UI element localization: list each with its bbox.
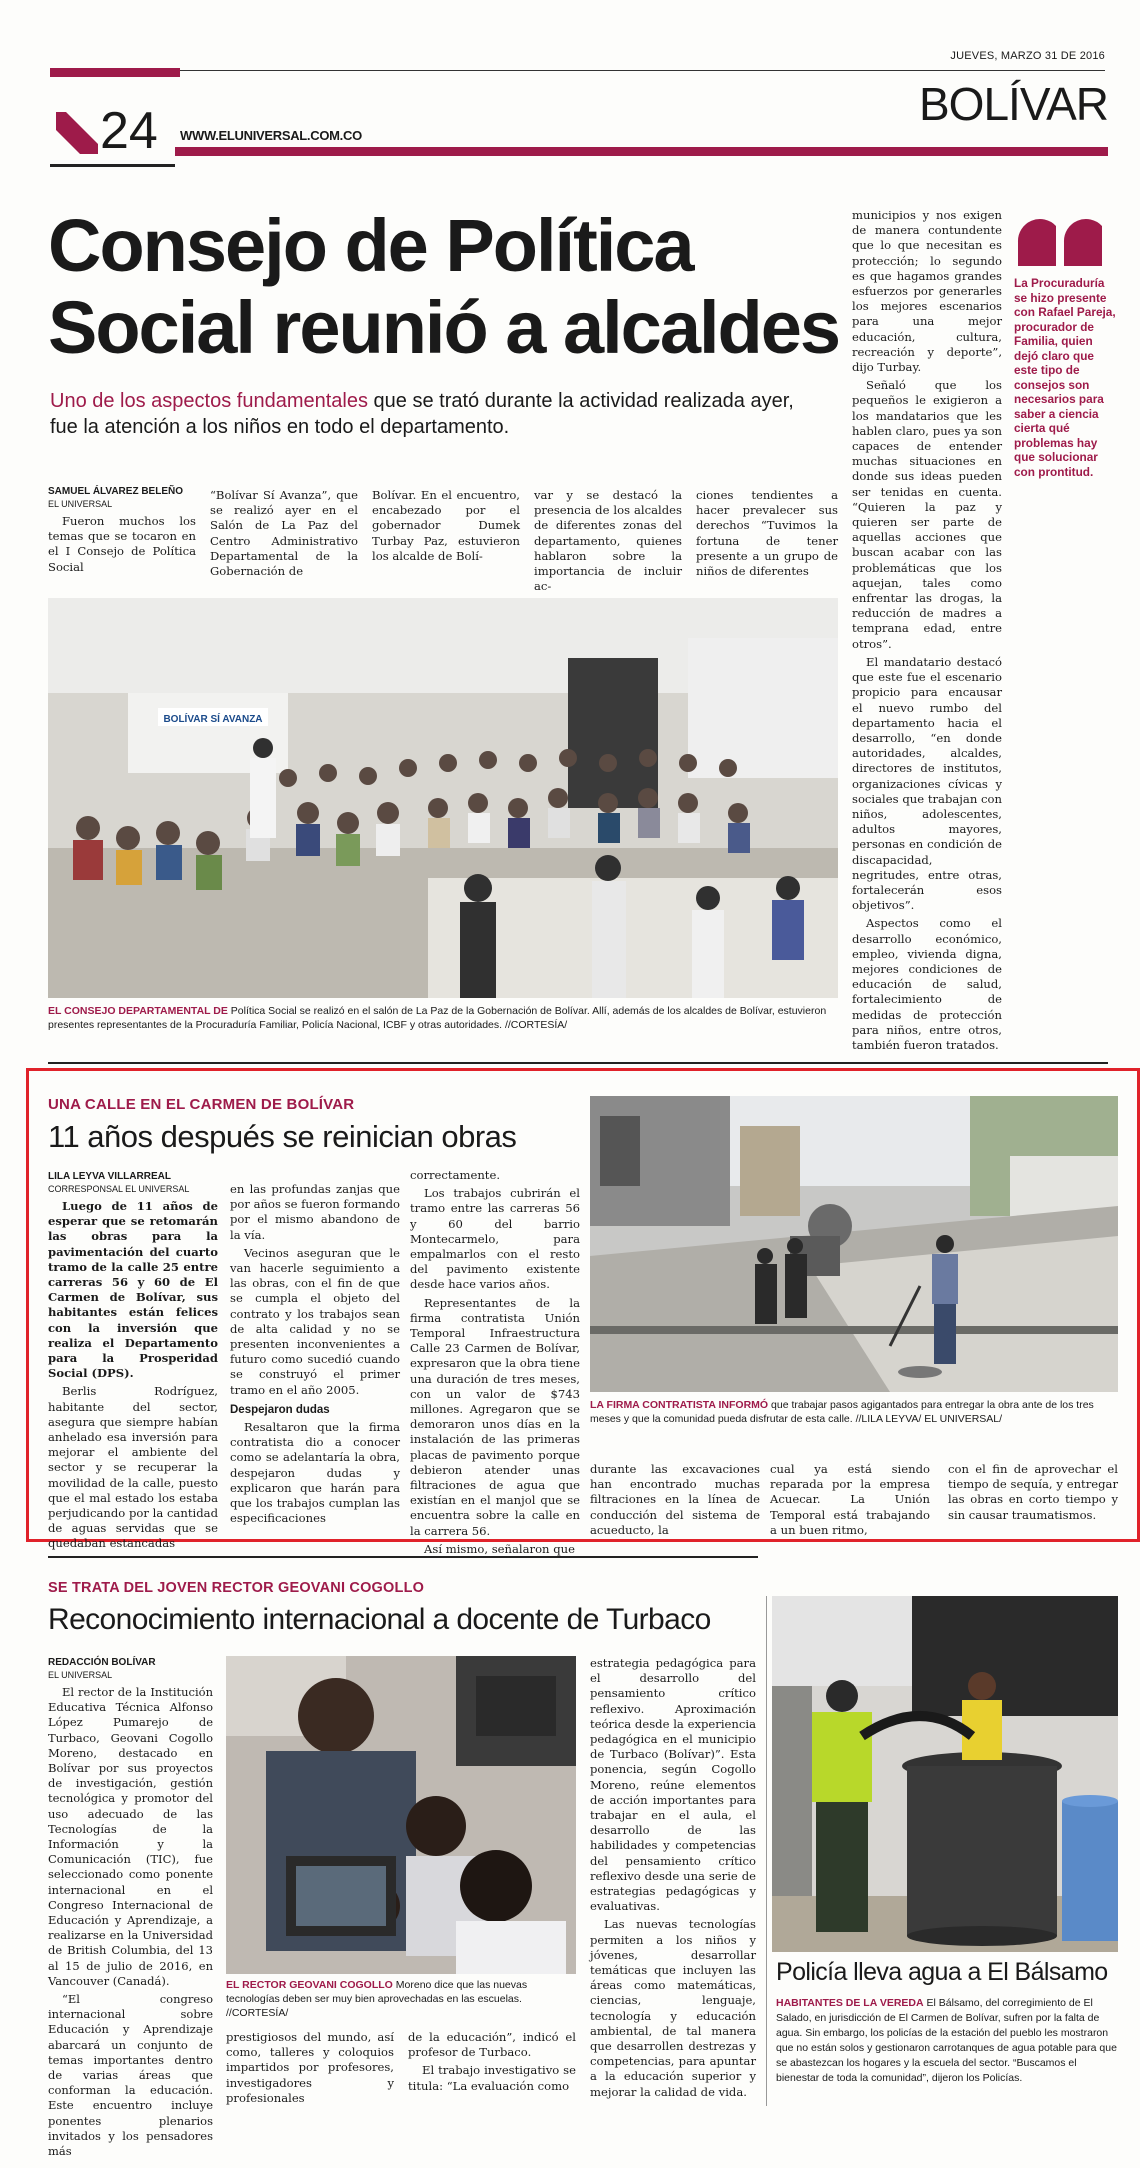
- story1-right-p4: Aspectos como el desarrollo económico, empleo, vivienda digna, mejores condiciones de educación de salud, fortalecimiento de medidas de protección para niños, entre otros, también fueron tratados.: [852, 916, 1002, 1052]
- story3-caption-lead: EL RECTOR GEOVANI COGOLLO: [226, 1979, 393, 1991]
- story1-headline: [48, 205, 848, 369]
- story1-col3: [372, 488, 520, 564]
- story2-bottom-col1-text: durante las excavaciones han encontrado muchas filtraciones en la línea de conducción del sistema de acueducto, la: [590, 1462, 760, 1537]
- sidebar-note: La Procuraduría se hizo presente con Rafael Pareja, procurador de Familia, quien dejó claro que este tipo de consejos son necesarios para saber a ciencia cierta qué problemas hay que solucionar con prontitud.: [1014, 276, 1116, 479]
- story1-caption: [48, 1004, 838, 1032]
- story2-col2-p3: Resaltaron que la firma contratista dio a conocer como se adelantaría la obra, despejaron dudas y explicaron que harán para que los trabajos cumplan las especificaciones: [230, 1420, 400, 1526]
- page-number: 24: [100, 102, 158, 160]
- story2-kicker: UNA CALLE EN EL CARMEN DE BOLÍVAR: [48, 1096, 355, 1113]
- story2-col2-p1: en las profundas zanjas que por años se fueron formando por el mismo abandono de la vía.: [230, 1182, 401, 1242]
- story4-headline: Policía lleva agua a El Bálsamo: [776, 1958, 1108, 1986]
- quote-icon: [1014, 218, 1106, 270]
- story3-under-col1: [226, 2030, 394, 2106]
- story3-headline: Reconocimiento internacional a docente de Turbaco: [48, 1603, 711, 1636]
- story1-right-p2: Señaló que los pequeños le exigieron a los mandatarios que les hablen claro, pues ya son capaces de entender muchas situaciones en donde sus ideas pueden ser tenidas en cuenta. “Quieren la paz y quieren ser parte de aquellas acciones que buscan acabar con las problemáticas que los aquejan, tales como enfrentar las drogas, la reducción de madres a temprana edad, entre otros”.: [852, 378, 1002, 651]
- arrow-icon: [52, 108, 102, 158]
- story3-under-col2: [408, 2030, 576, 2094]
- header-section: BOLÍVAR: [919, 78, 1108, 130]
- story2-col3: [410, 1168, 580, 1557]
- story1-subtitle: [50, 388, 795, 440]
- story2-col3-p1: correctamente.: [410, 1168, 501, 1182]
- story3-under-col2-p2: El trabajo investigativo se titula: “La evaluación como: [408, 2063, 576, 2093]
- header-top-rule: [50, 70, 1105, 71]
- story2-byline-sub: CORRESPONSAL EL UNIVERSAL: [48, 1184, 190, 1194]
- story2-bottom-col3-text: con el fin de aprovechar el tiempo de sequía, y entregar las obras en corto tiempo y sin causar traumatismos.: [948, 1462, 1118, 1522]
- story2-bottom-col2: [770, 1462, 930, 1538]
- story3-byline: REDACCIÓN BOLÍVAR: [48, 1657, 156, 1668]
- story2-col2-p2: Vecinos aseguran que le van hacerle seguimiento a las obras, con el fin de que se cumpla el objeto del contrato y los trabajos sean de alta calidad y no se presenten inconvenientes a futuro como sucedió cuando se construyó el primer tramo en el año 2005.: [230, 1245, 400, 1397]
- story2-photo-image: [590, 1096, 1118, 1392]
- story2-caption: [590, 1398, 1118, 1426]
- story1-subtitle-accent: Uno de los aspectos fundamentales: [50, 390, 368, 412]
- story1-right-p1: municipios y nos exigen de manera contundente que lo que necesitan es protección; lo segundo es que hagamos grandes esfuerzos por generarles los mejores escenarios para una mejor educación, cultura, recreación y deporte”, dijo Turbay.: [852, 208, 1002, 375]
- story1-col4: [534, 488, 682, 594]
- story4-caption: [776, 1996, 1118, 2086]
- story2-col1: [48, 1170, 218, 1552]
- story1-col5-text: ciones tendientes a hacer prevalecer sus derechos “Tuvimos la fortuna de tener presente a un grupo de niños de diferentes: [696, 488, 838, 579]
- story1-byline: SAMUEL ÁLVAREZ BELEÑO: [48, 486, 184, 497]
- story3-col1-p2: “El congreso internacional sobre Educación y Aprendizaje abarcará un conjunto de temas importantes dentro de varias áreas que conforman la educación. Este encuentro incluye ponentes plenarios invitados y los pensadores más: [48, 1992, 213, 2159]
- story1-col1-text: Fueron muchos los temas que se tocaron en el I Consejo de Política Social: [48, 514, 196, 574]
- story2-col2: [230, 1182, 400, 1526]
- story1-headline-line1: Consejo de Política: [48, 204, 693, 287]
- story2-col1-p1: Luego de 11 años de esperar que se retomarán las obras para la pavimentación del cuarto tramo de la calle 25 entre carreras 56 y 60 de El Carmen de Bolívar, sus habitantes están felices con la inversión que realiza el Departamento para la Prosperidad Social (DPS).: [48, 1199, 218, 1381]
- header-accent-block: [50, 68, 180, 77]
- header-date: JUEVES, MARZO 31 DE 2016: [950, 50, 1105, 62]
- header-bottom-rule: [175, 147, 1108, 156]
- story3-kicker: SE TRATA DEL JOVEN RECTOR GEOVANI COGOLLO: [48, 1580, 425, 1596]
- story1-col1: [48, 485, 196, 575]
- story1-col2: [210, 488, 358, 579]
- photo-banner-text: BOLÍVAR SÍ AVANZA: [163, 714, 263, 725]
- story3-col3-p1: estrategia pedagógica para el desarrollo del pensamiento crítico reflexivo. Aproximación teórica desde la experiencia pedagógica en el municipio de Turbaco (Bolívar)”. Esta ponencia, según Cogollo Moreno, reúne elementos de acción importantes para trabajar en el aula, el desarrollo de las habilidades y competencias del pensamiento crítico reflexivo desde una serie de estrategias pedagógicas y evaluativas.: [590, 1656, 756, 1914]
- story3-col1: [48, 1656, 213, 2159]
- story3-col3: [590, 1656, 756, 2100]
- divider-story2-top: [48, 1062, 1108, 1064]
- story4-photo-image: [772, 1596, 1118, 1952]
- story2-bottom-col3: [948, 1462, 1118, 1523]
- story1-col3-text: Bolívar. En el encuentro, encabezado por el gobernador Dumek Turbay Paz, estuvieron los alcalde de Bolí-: [372, 488, 520, 563]
- header-underline: [50, 164, 175, 167]
- story1-col5: [696, 488, 838, 579]
- story3-photo: [226, 1656, 576, 1974]
- story4-photo: [772, 1596, 1118, 1952]
- story1-sidebar: [1014, 218, 1118, 479]
- story2-byline: LILA LEYVA VILLARREAL: [48, 1171, 171, 1182]
- story2-col1-p2: Berlis Rodríguez, habitante del sector, asegura que siempre habían anhelado esa inversión para mejorar el ambiente del sector y se recuperar la movilidad de la calle, puesto que el mal estado los estaba perjudicando por la cantidad de aguas servidas que se quedaban estancadas: [48, 1384, 218, 1551]
- page-number-box: [50, 100, 175, 166]
- story2-bottom-col1: [590, 1462, 760, 1538]
- website[interactable]: WWW.ELUNIVERSAL.COM.CO: [180, 128, 362, 143]
- story1-caption-lead: EL CONSEJO DEPARTAMENTAL DE: [48, 1005, 228, 1017]
- story3-caption: [226, 1978, 576, 2020]
- story2-subhead: Despejaron dudas: [230, 1403, 330, 1416]
- story2-headline: 11 años después se reinician obras: [48, 1119, 517, 1154]
- story1-photo: [48, 598, 838, 998]
- divider-story3-top: [48, 1556, 758, 1558]
- story1-col4-text: var y se destacó la presencia de los alcaldes de diferentes zonas del departamento, quienes hablaron sobre la importancia de incluir ac-: [534, 488, 682, 594]
- story1-photo-image: [48, 598, 838, 998]
- story1-right-column: [852, 208, 1002, 1053]
- story2-photo: [590, 1096, 1118, 1392]
- story2-bottom-col2-text: cual ya está siendo reparada por la empresa Acuecar. La Unión Temporal está trabajando a un buen ritmo,: [770, 1462, 930, 1537]
- story3-col1-p1: El rector de la Institución Educativa Técnica Alfonso López Pumarejo de Turbaco, Geovani Cogollo Moreno, destacado en Bolívar por sus proyectos de investigación, gestión tecnológica y promotor del uso adecuado de las Tecnologías de la Información y la Comunicación (TIC), fue seleccionado como ponente internacional en el Congreso Internacional de Educación y Aprendizaje, a realizarse en la Universidad de British Columbia, del 13 al 15 de julio de 2016, en Vancouver (Canadá).: [48, 1685, 213, 1988]
- story2-col3-p3: Representantes de la firma contratista Unión Temporal Infraestructura Calle 23 Carmen de Bolívar, expresaron que la obra tiene una duración de tres meses, con un valor de $743 millones. Agregaron que se demoraron unos días en la instalación de las primeras placas de pavimento porque debieron atender unas filtraciones de agua que existían en el manjol que se encuentra sobre la calle en la carrera 56.: [410, 1295, 580, 1538]
- story3-caption-rest: Moreno dice que las nuevas tecnologías deben ser muy bien aprovechadas en las escuelas. //CORTESÍA/: [226, 1979, 528, 2019]
- story2-col3-p4: Así mismo, señalaron que: [424, 1541, 575, 1556]
- page-header: [0, 0, 1140, 160]
- story3-byline-sub: EL UNIVERSAL: [48, 1670, 113, 1680]
- story2-caption-lead: LA FIRMA CONTRATISTA INFORMÓ: [590, 1399, 769, 1411]
- story3-col3-p2: Las nuevas tecnologías permiten a los niños y jóvenes, desarrollar temáticas que incluyen las áreas como matemáticas, ciencias, lenguaje, tecnología y educación ambiental, de tal manera que desarrollen destrezas y competencias, para apuntar a la educación superior y mejorar la calidad de vida.: [590, 1917, 756, 2099]
- story1-col2-text: “Bolívar Sí Avanza”, que se realizó ayer en el Salón de La Paz del Centro Administrativo Departamental de la Gobernación de: [210, 488, 358, 579]
- column-rule-right: [766, 1596, 767, 2106]
- story4-caption-lead: HABITANTES DE LA VEREDA: [776, 1997, 924, 2009]
- story1-subtitle-rest: que se trató durante la actividad realizada ayer, fue la atención a los niños en todo el departamento.: [50, 390, 794, 438]
- story3-under-col2-p1: de la educación”, indicó el profesor de Turbaco.: [408, 2030, 576, 2060]
- story1-caption-rest: Política Social se realizó en el salón de La Paz de la Gobernación de Bolívar. Allí, además de los alcaldes de Bolívar, estuvieron presentes representantes de la Procuraduría Familiar, Policía Nacional, ICBF y otras autoridades. //CORTESÍA/: [48, 1005, 827, 1031]
- story1-right-p3: El mandatario destacó que este fue el escenario propicio para encausar el nuevo rumbo del departamento hacia el desarrollo, “en donde autoridades, alcaldes, directores de institutos, organizaciones cívicas y sociales que trabajan con niños, adolescentes, adultos mayores, personas en condición de discapacidad, negritudes, entre otras, fortalecerán esos objetivos”.: [852, 654, 1002, 913]
- story2-caption-rest: que trabajar pasos agigantados para entregar la obra ante de los tres meses y que la comunidad pueda disfrutar de esta calle. //LILA LEYVA/ EL UNIVERSAL/: [590, 1399, 1094, 1425]
- story3-under-col1-text: prestigiosos del mundo, así como, talleres y coloquios impartidos por profesores, investigadores y profesionales: [226, 2030, 394, 2105]
- story1-headline-line2: Social reunió a alcaldes: [48, 286, 840, 369]
- story1-byline-sub: EL UNIVERSAL: [48, 499, 113, 509]
- story3-photo-image: [226, 1656, 576, 1974]
- story2-col3-p2: Los trabajos cubrirán el tramo entre las carreras 56 y 60 del barrio Montecarmelo, para empalmarlos con el resto del pavimento existente desde hace varios años.: [410, 1186, 580, 1292]
- story4-caption-rest: El Bálsamo, del corregimiento de El Salado, en jurisdicción de El Carmen de Bolívar, sufren por la falta de agua. Sin embargo, los policías de la estación del pueblo les mostraron que no están solos y gestionaron carrotanques de agua potable para que se abastezcan los hogares y la escuela del sector. “Buscamos el bienestar de toda la comunidad”, dijeron los Policías.: [776, 1997, 1117, 2084]
